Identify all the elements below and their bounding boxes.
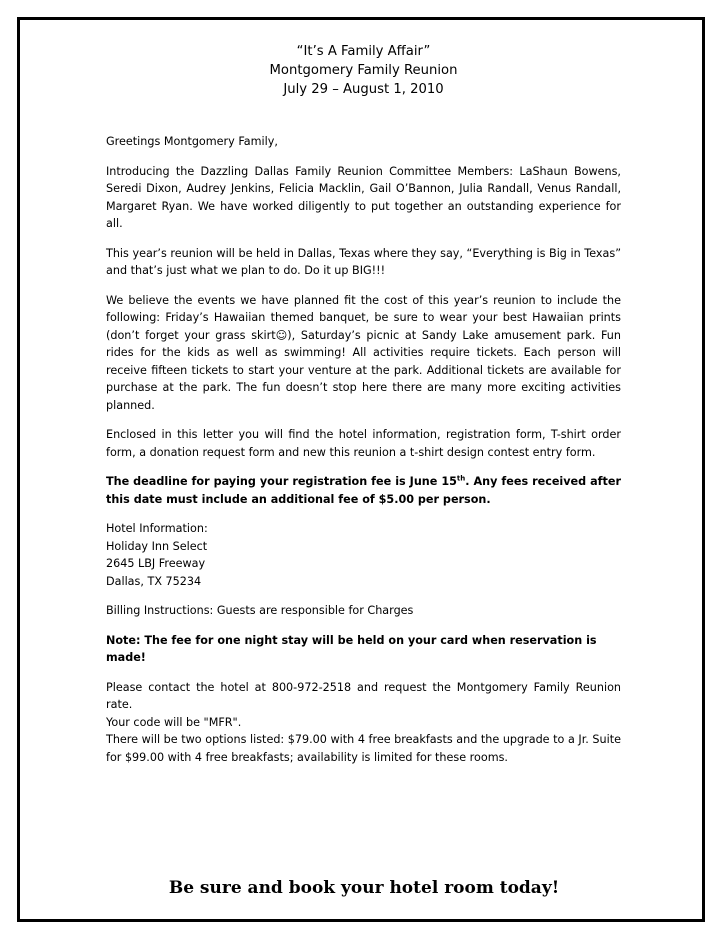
header-dates: July 29 – August 1, 2010 [283,82,444,97]
contact-line-2: Your code will be "MFR". [106,715,242,729]
intro-paragraph: Introducing the Dazzling Dallas Family Reunion Committee Members: LaShaun Bowens, Seredi Dixon, Audrey Jenkins, Felicia Macklin, Gail O’Bannon, Julia Randall, Venus Randall, Margaret Ryan. We have worked diligently to put together an outstanding experience for all. [106,164,621,230]
hotel-street: 2645 LBJ Freeway [106,557,206,570]
deadline-text-2: . Any fees received after this date must include an additional fee of $5.00 per person. [106,475,621,506]
hotel-heading: Hotel Information: [106,522,208,535]
note: Note: The fee for one night stay will be held on your card when reservation is made! [106,633,597,664]
deadline-text-1: The deadline for paying your registration fee is June 15 [106,475,457,488]
location-paragraph: This year’s reunion will be held in Dallas, Texas where they say, “Everything is Big in Texas” and that’s just what we plan to do. Do it up BIG!!! [106,246,621,277]
hotel-information [106,520,621,590]
hotel-name: Holiday Inn Select [106,539,208,553]
contact-paragraph [106,679,621,767]
deadline-paragraph [106,473,621,508]
hotel-city: Dallas, TX 75234 [106,574,202,588]
footer-callout: Be sure and book your hotel room today! [168,878,560,898]
header-title: “It’s A Family Affair” [296,44,431,59]
contact-line-1: Please contact the hotel at 800-972-2518 and request the Montgomery Family Reunion rate. [106,680,621,711]
events-paragraph: We believe the events we have planned fit the cost of this year’s reunion to include the following: Friday’s Hawaiian themed banquet, be sure to wear your best Hawaiian prints (don’t forget your grass skirt☺), Saturday’s picnic at Sandy Lake amusement park. Fun rides for the kids as well as swimming! All activities require tickets. Each person will receive fifteen tickets to start your venture at the park. Additional tickets are available for purchase at the park. The fun doesn’t stop here there are many more exciting activities planned. [106,293,621,412]
contact-line-3: There will be two options listed: $79.00 with 4 free breakfasts and the upgrade to a Jr. Suite for $99.00 with 4 free breakfasts; availability is limited for these rooms. [106,733,621,764]
deadline-date-suffix: th [456,474,466,483]
billing-instructions: Billing Instructions: Guests are responsible for Charges [106,604,414,617]
header-event: Montgomery Family Reunion [269,63,458,78]
letter-body [106,42,621,778]
letter-header [106,42,621,99]
enclosed-paragraph: Enclosed in this letter you will find the hotel information, registration form, T-shirt order form, a donation request form and new this reunion a t-shirt design contest entry form. [106,428,621,459]
greeting: Greetings Montgomery Family, [106,135,278,148]
